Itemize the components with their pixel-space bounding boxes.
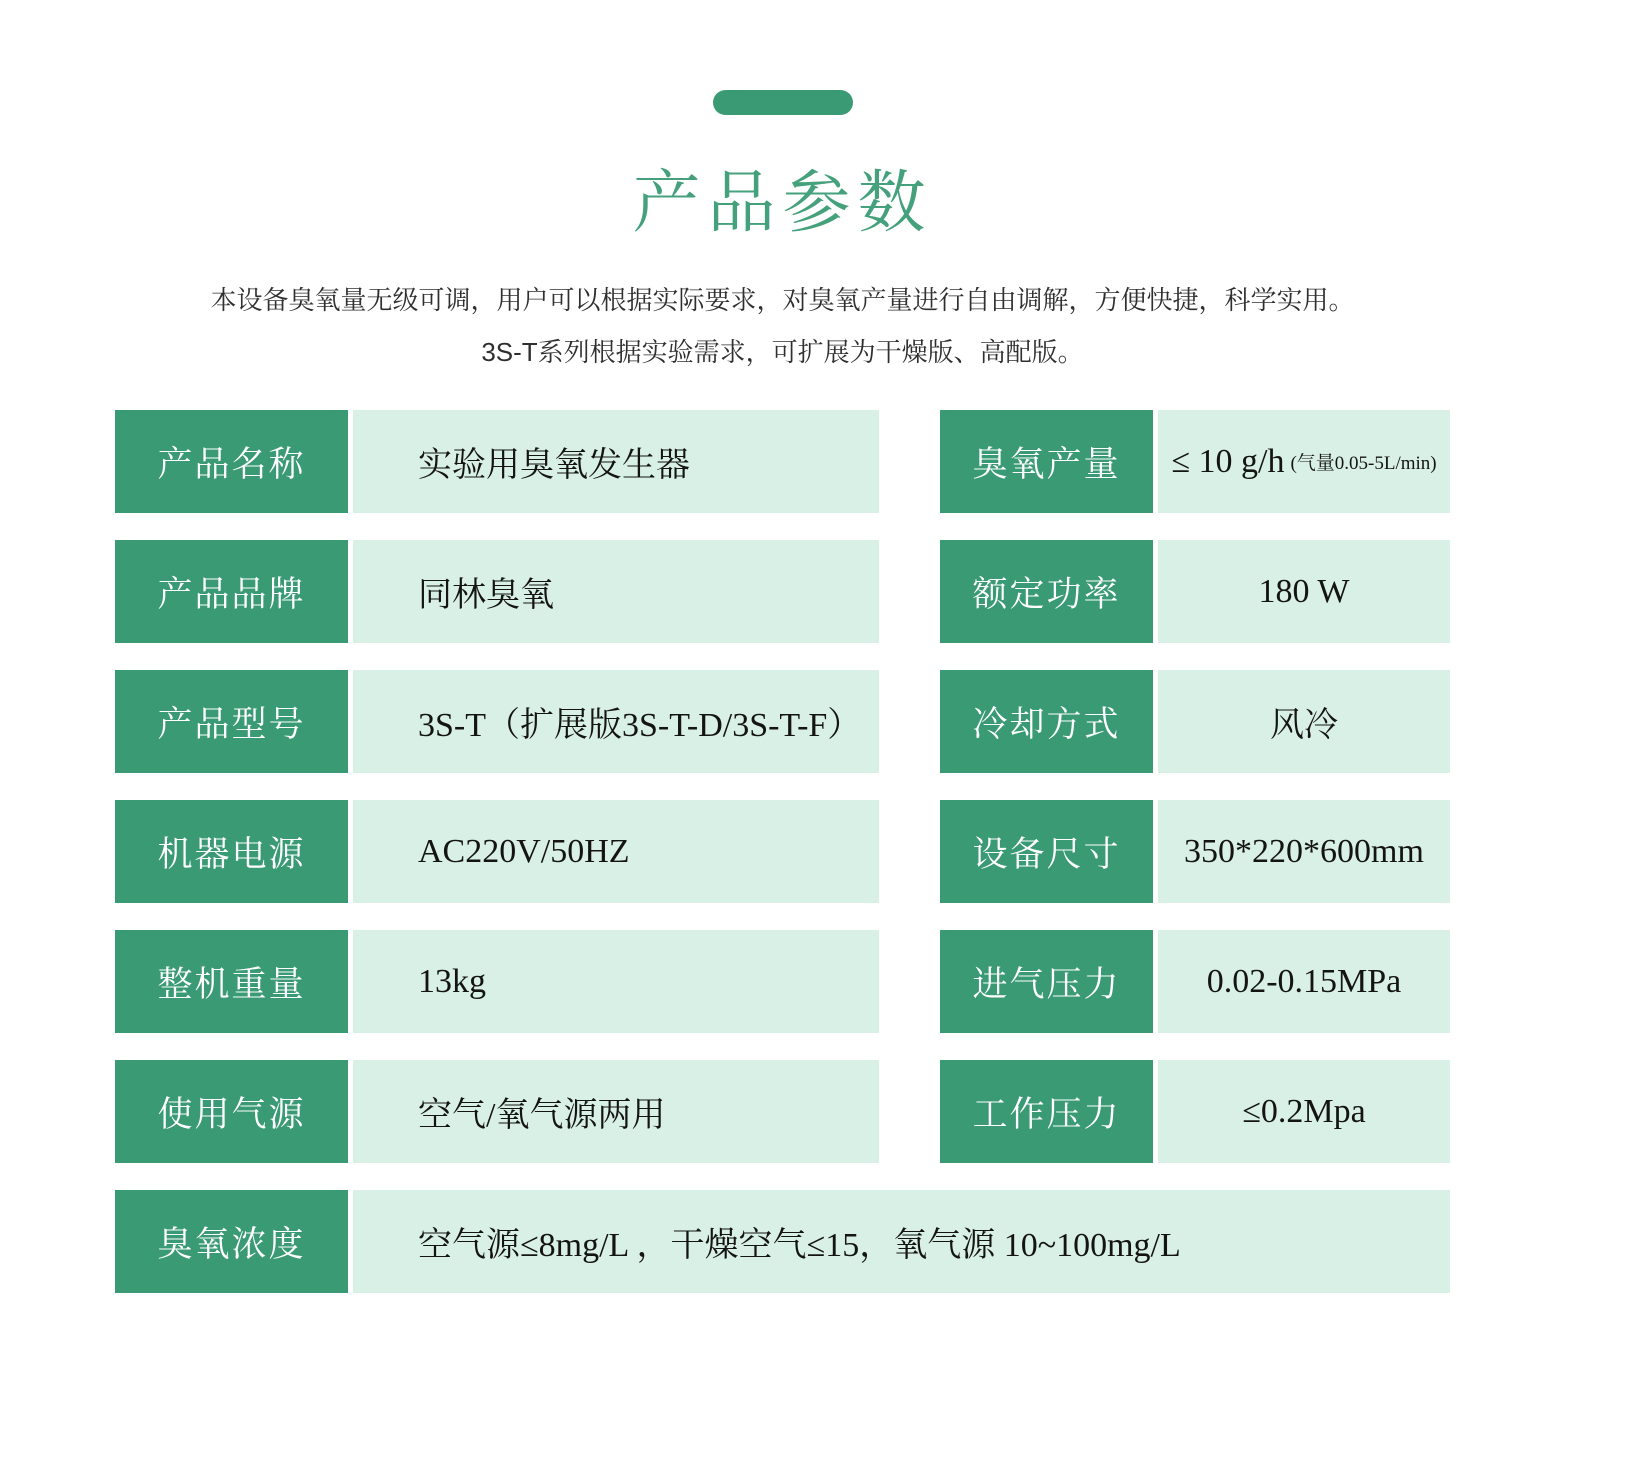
spec-table — [115, 410, 1450, 1293]
spec-label: 整机重量 — [115, 930, 348, 1033]
spec-row-product-name — [115, 410, 1450, 513]
column-gap — [879, 1060, 940, 1163]
ozone-output-value: ≤ 10 g/h — [1171, 442, 1285, 480]
spec-value: 0.02-0.15MPa — [1158, 930, 1450, 1033]
spec-label: 冷却方式 — [940, 670, 1153, 773]
column-gap — [879, 800, 940, 903]
product-parameters-section — [115, 90, 1450, 1293]
spec-label: 机器电源 — [115, 800, 348, 903]
title-accent-bar — [713, 90, 853, 115]
spec-row-gas-source — [115, 1060, 1450, 1163]
description-line: 3S-T系列根据实验需求，可扩展为干燥版、高配版。 — [481, 337, 1084, 367]
spec-value: 3S-T（扩展版3S-T-D/3S-T-F） — [353, 670, 879, 773]
product-description — [115, 274, 1450, 378]
spec-value: 13kg — [353, 930, 879, 1033]
spec-label: 使用气源 — [115, 1060, 348, 1163]
spec-label: 臭氧浓度 — [115, 1190, 348, 1293]
spec-value: AC220V/50HZ — [353, 800, 879, 903]
spec-label: 产品品牌 — [115, 540, 348, 643]
spec-value — [1158, 410, 1450, 513]
column-gap — [879, 410, 940, 513]
spec-label: 产品型号 — [115, 670, 348, 773]
column-gap — [879, 670, 940, 773]
spec-label: 工作压力 — [940, 1060, 1153, 1163]
spec-row-ozone-concentration — [115, 1190, 1450, 1293]
column-gap — [879, 540, 940, 643]
spec-value: 180 W — [1158, 540, 1450, 643]
spec-row-model — [115, 670, 1450, 773]
spec-value: 实验用臭氧发生器 — [353, 410, 879, 513]
spec-value: 风冷 — [1158, 670, 1450, 773]
spec-label: 产品名称 — [115, 410, 348, 513]
spec-row-brand — [115, 540, 1450, 643]
spec-label: 设备尺寸 — [940, 800, 1153, 903]
spec-value: 350*220*600mm — [1158, 800, 1450, 903]
column-gap — [879, 930, 940, 1033]
spec-value: 空气源≤8mg/L ，干燥空气≤15，氧气源 10~100mg/L — [353, 1190, 1450, 1293]
page-title: 产品参数 — [632, 165, 933, 241]
description-line: 本设备臭氧量无级可调，用户可以根据实际要求，对臭氧产量进行自由调解，方便快捷，科学实用。 — [210, 285, 1355, 315]
spec-value: 空气/氧气源两用 — [353, 1060, 879, 1163]
ozone-output-note: (气量0.05-5L/min) — [1290, 453, 1437, 474]
spec-label: 额定功率 — [940, 540, 1153, 643]
spec-label: 进气压力 — [940, 930, 1153, 1033]
spec-row-power-supply — [115, 800, 1450, 903]
spec-value: ≤0.2Mpa — [1158, 1060, 1450, 1163]
spec-label: 臭氧产量 — [940, 410, 1153, 513]
spec-row-weight — [115, 930, 1450, 1033]
spec-value: 同林臭氧 — [353, 540, 879, 643]
